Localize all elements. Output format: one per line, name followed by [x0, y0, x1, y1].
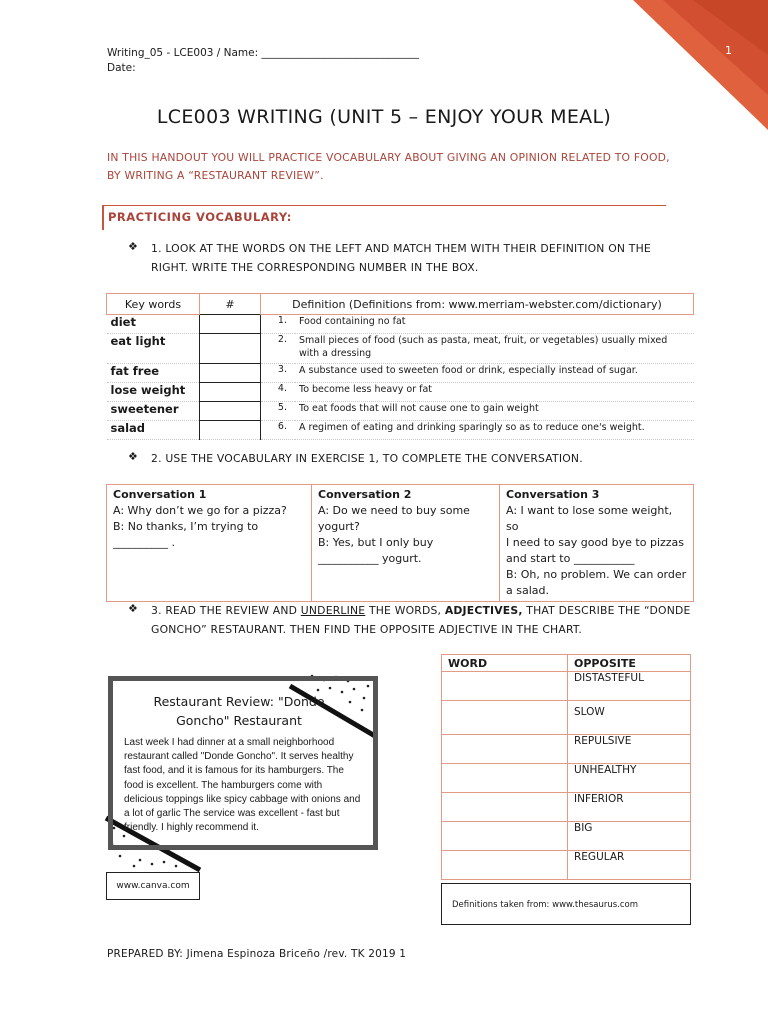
definition-cell: A substance used to sweeten food or drink, especially instead of sugar.: [295, 364, 694, 383]
table-row: [107, 364, 694, 383]
table-header-row: [107, 294, 694, 315]
review-line: fast food, and it is famous for its hamburgers. The: [124, 765, 344, 777]
conversation-blank[interactable]: __________ .: [113, 536, 175, 549]
review-line: Last week I had dinner at a small neighborhood: [124, 737, 335, 748]
keyword-cell: salad: [107, 421, 200, 440]
conversation-blank[interactable]: and start to ___________: [506, 552, 635, 565]
word-answer-cell[interactable]: [442, 793, 568, 822]
answer-box[interactable]: [200, 334, 261, 364]
answer-box[interactable]: [200, 421, 261, 440]
exercise3-text: THAT DESCRIBE THE “DONDE: [522, 604, 691, 617]
review-body: [124, 736, 366, 835]
conversation-2-cell: [312, 485, 500, 602]
bullet-icon: ❖: [128, 602, 138, 615]
intro-text: [107, 149, 687, 185]
header-number: #: [200, 294, 261, 315]
definitions-source: www.thesaurus.com: [552, 900, 639, 910]
chart-row: [442, 851, 691, 880]
definition-number: 1.: [261, 315, 296, 334]
canva-source-label: www.canva.com: [106, 872, 200, 900]
chart-row: [442, 672, 691, 701]
answer-box[interactable]: [200, 383, 261, 402]
conversation-line: yogurt?: [318, 520, 360, 533]
definition-cell: Food containing no fat: [295, 315, 694, 334]
chart-row: [442, 764, 691, 793]
review-title-line-2: Goncho" Restaurant: [176, 713, 302, 728]
exercise3-line-2: GONCHO” RESTAURANT. THEN FIND THE OPPOSITE ADJECTIVE IN THE CHART.: [151, 623, 583, 636]
conversation-line: B: No thanks, I’m trying to: [113, 520, 259, 533]
opposite-cell: REGULAR: [568, 851, 691, 880]
opposite-cell: UNHEALTHY: [568, 764, 691, 793]
review-title: [125, 692, 353, 730]
opposite-cell: SLOW: [568, 701, 691, 735]
definition-number: 3.: [261, 364, 296, 383]
conversation-1-cell: [107, 485, 312, 602]
conversation-line: A: Do we need to buy some: [318, 504, 470, 517]
exercise3-line-1: [151, 601, 691, 620]
conversation-table: [106, 484, 694, 602]
conversation-line: B: Yes, but I only buy: [318, 536, 434, 549]
chart-row: [442, 701, 691, 735]
definition-number: 2.: [261, 334, 296, 364]
review-line: restaurant called "Donde Goncho". It serves healthy: [124, 751, 354, 763]
page-number: 1: [725, 44, 732, 57]
exercise1-line-1: 1. LOOK AT THE WORDS ON THE LEFT AND MATCH THEM WITH THEIR DEFINITION ON THE: [151, 242, 651, 255]
definition-number: 5.: [261, 402, 296, 421]
underline-word: UNDERLINE: [300, 604, 366, 617]
definition-cell: A regimen of eating and drinking sparingly so as to reduce one's weight.: [295, 421, 694, 440]
intro-line-1: IN THIS HANDOUT YOU WILL PRACTICE VOCABULARY ABOUT GIVING AN OPINION RELATED TO FOOD,: [107, 151, 670, 164]
header-date-line: Date:: [107, 62, 136, 74]
definition-cell: To eat foods that will not cause one to gain weight: [295, 402, 694, 421]
word-answer-cell[interactable]: [442, 851, 568, 880]
chart-row: [442, 793, 691, 822]
adjectives-word: ADJECTIVES,: [444, 604, 523, 617]
conversation-3-title: Conversation 3: [506, 488, 600, 501]
vocabulary-match-table: [106, 293, 694, 440]
conversation-line: I need to say good bye to pizzas: [506, 536, 685, 549]
chart-row: [442, 735, 691, 764]
keyword-cell: eat light: [107, 334, 200, 364]
word-answer-cell[interactable]: [442, 822, 568, 851]
keyword-cell: fat free: [107, 364, 200, 383]
definition-number: 6.: [261, 421, 296, 440]
opposite-cell: INFERIOR: [568, 793, 691, 822]
page-title: LCE003 WRITING (UNIT 5 – ENJOY YOUR MEAL): [156, 106, 612, 128]
footer-prepared-by: PREPARED BY: Jimena Espinoza Briceño /rev. TK 2019 1: [107, 948, 407, 960]
definition-cell: Small pieces of food (such as pasta, meat, fruit, or vegetables) usually mixed with a dressing: [295, 334, 694, 364]
conversation-2-title: Conversation 2: [318, 488, 412, 501]
review-line: a lot of garlic The service was excellent - fast but: [124, 808, 340, 820]
opposite-cell: DISTASTEFUL: [568, 672, 691, 701]
definitions-label: Definitions taken from:: [452, 900, 553, 910]
header-keywords: Key words: [124, 297, 182, 311]
conversation-1-title: Conversation 1: [113, 488, 207, 501]
answer-box[interactable]: [200, 315, 261, 334]
answer-box[interactable]: [200, 402, 261, 421]
word-answer-cell[interactable]: [442, 701, 568, 735]
chart-row: [442, 822, 691, 851]
word-answer-cell[interactable]: [442, 672, 568, 701]
table-row: [107, 334, 694, 364]
section-title: PRACTICING VOCABULARY:: [108, 210, 292, 224]
word-answer-cell[interactable]: [442, 735, 568, 764]
exercise3-text: THE WORDS,: [365, 604, 445, 617]
table-row: [107, 421, 694, 440]
exercise3-text: 3. READ THE REVIEW AND: [151, 604, 301, 617]
exercise3-instruction: [151, 601, 691, 639]
review-title-line-1: Restaurant Review: "Donde: [153, 694, 325, 709]
chart-header-row: [442, 655, 691, 672]
opposites-chart: [441, 654, 691, 880]
review-line: food is excellent. The hamburgers come with: [124, 779, 323, 791]
header-definition: Definition (Definitions from: www.merriam-webster.com/dictionary): [292, 297, 662, 311]
exercise1-line-2: RIGHT. WRITE THE CORRESPONDING NUMBER IN THE BOX.: [151, 261, 479, 274]
conversation-3-cell: [500, 485, 694, 602]
conversation-line: B: Oh, no problem. We can order: [506, 568, 687, 581]
exercise2-instruction: 2. USE THE VOCABULARY IN EXERCISE 1, TO COMPLETE THE CONVERSATION.: [151, 452, 583, 465]
keyword-cell: diet: [107, 315, 200, 334]
bullet-icon: ❖: [128, 450, 138, 463]
intro-line-2: BY WRITING A “RESTAURANT REVIEW”.: [107, 169, 324, 182]
definition-number: 4.: [261, 383, 296, 402]
conversation-blank[interactable]: ___________ yogurt.: [318, 552, 422, 565]
definition-cell: To become less heavy or fat: [295, 383, 694, 402]
keyword-cell: lose weight: [107, 383, 200, 402]
answer-box[interactable]: [200, 364, 261, 383]
table-row: [107, 383, 694, 402]
word-answer-cell[interactable]: [442, 764, 568, 793]
opposite-cell: BIG: [568, 822, 691, 851]
header-name-line: Writing_05 - LCE003 / Name: ______________________________: [107, 47, 419, 59]
review-line: delicious toppings like spicy cabbage with onions and: [124, 793, 361, 805]
conversation-line: A: Why don’t we go for a pizza?: [113, 504, 287, 517]
definitions-source-box: [441, 883, 691, 925]
header-opposite: OPPOSITE: [568, 655, 691, 672]
exercise1-instruction: [151, 239, 691, 277]
conversation-line: a salad.: [506, 584, 549, 597]
table-row: [107, 315, 694, 334]
review-line: friendly. I highly recommend it.: [124, 822, 259, 834]
keyword-cell: sweetener: [107, 402, 200, 421]
table-row: [107, 402, 694, 421]
bullet-icon: ❖: [128, 240, 138, 253]
opposite-cell: REPULSIVE: [568, 735, 691, 764]
conversation-line: A: I want to lose some weight, so: [506, 504, 673, 533]
header-word: WORD: [442, 655, 568, 672]
